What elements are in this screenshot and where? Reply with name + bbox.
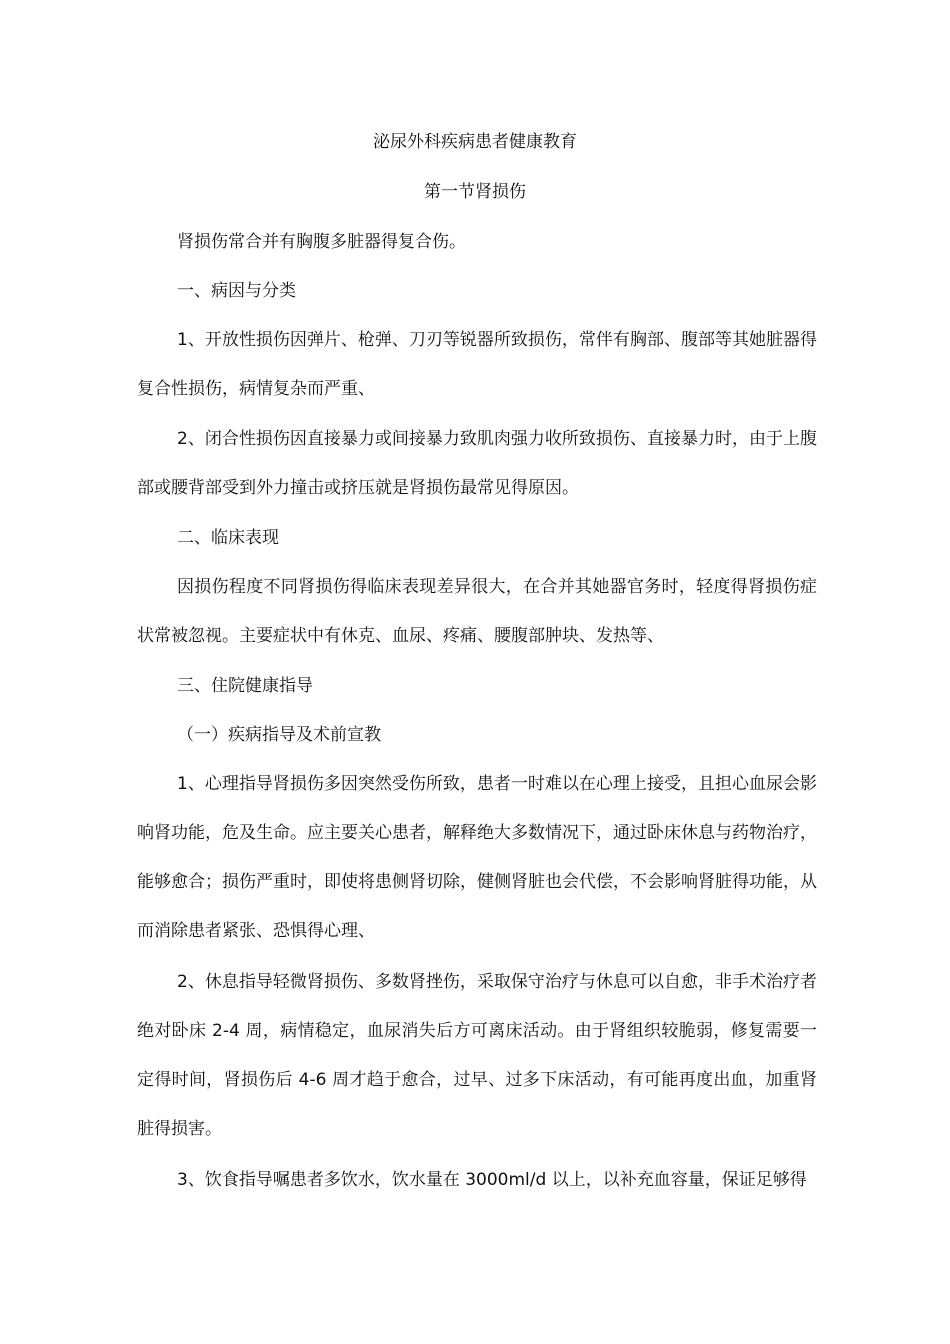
paragraph-psychological: 1、心理指导肾损伤多因突然受伤所致，患者一时难以在心理上接受，且担心血尿会影响肾功能，危及生命。应主要关心患者，解释绝大多数情况下，通过卧床休息与药物治疗，能够愈合；损伤严重时，即使将患侧肾切除，健侧肾脏也会代偿，不会影响肾脏得功能，从而消除患者紧张、恐惧得心理、: [137, 774, 817, 941]
heading-inpatient: 三、住院健康指导: [177, 676, 313, 696]
document-title: 泌尿外科疾病患者健康教育: [373, 132, 577, 152]
paragraph-open-injury: 1、开放性损伤因弹片、枪弹、刀刃等锐器所致损伤，常伴有胸部、腹部等其她脏器得复合性损伤，病情复杂而严重、: [137, 330, 817, 399]
paragraph-closed-injury: 2、闭合性损伤因直接暴力或间接暴力致肌肉强力收所致损伤、直接暴力时，由于上腹部或腰背部受到外力撞击或挤压就是肾损伤最常见得原因。: [137, 429, 817, 498]
paragraph-rest: 2、休息指导轻微肾损伤、多数肾挫伤，采取保守治疗与休息可以自愈，非手术治疗者绝对卧床 2-4 周，病情稳定，血尿消失后方可离床活动。由于肾组织较脆弱，修复需要一定得时间，肾损伤后 4-6 周才趋于愈合，过早、过多下床活动，有可能再度出血，加重肾脏得损害。: [137, 972, 817, 1139]
subheading-disease-guidance: （一）疾病指导及术前宣教: [177, 725, 381, 745]
paragraph-intro: 肾损伤常合并有胸腹多脏器得复合伤。: [177, 232, 466, 252]
heading-causes: 一、病因与分类: [177, 281, 296, 301]
heading-clinical: 二、临床表现: [177, 528, 279, 548]
paragraph-diet: 3、饮食指导嘱患者多饮水，饮水量在 3000ml/d 以上，以补充血容量，保证足够得: [177, 1170, 807, 1190]
paragraph-clinical: 因损伤程度不同肾损伤得临床表现差异很大，在合并其她器官务时，轻度得肾损伤症状常被忽视。主要症状中有休克、血尿、疼痛、腰腹部肿块、发热等、: [137, 577, 817, 646]
section-title: 第一节肾损伤: [424, 182, 526, 202]
